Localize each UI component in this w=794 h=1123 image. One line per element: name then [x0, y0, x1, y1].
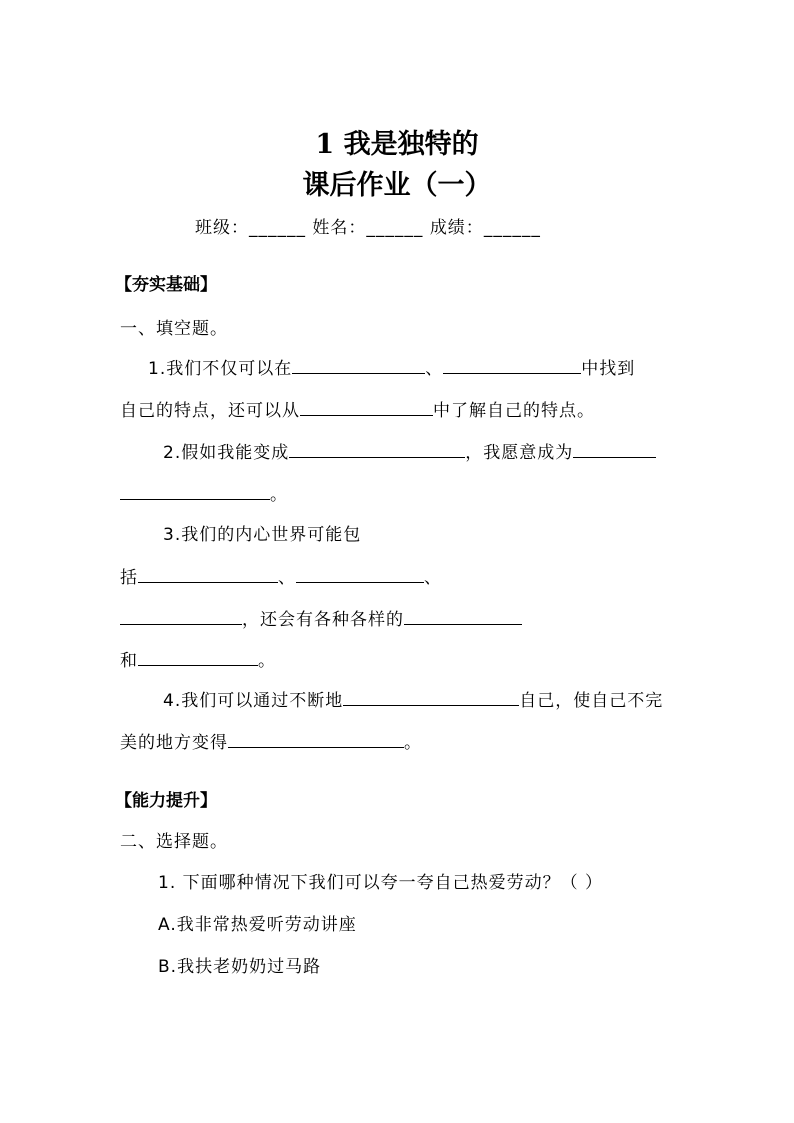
- class-label: 班级：: [195, 218, 249, 238]
- part-multiple-choice: 二、选择题。: [120, 832, 228, 852]
- name-label: 姓名：: [312, 218, 367, 238]
- page-title: 1 我是独特的: [315, 129, 479, 160]
- answer-blank[interactable]: [138, 648, 258, 666]
- page-subtitle: 课后作业（一）: [302, 170, 492, 201]
- score-label: 成绩：: [429, 218, 484, 238]
- choice-option-b[interactable]: B.我扶老奶奶过马路: [158, 957, 322, 977]
- question-2-line-1: 2.假如我能变成 ，我愿意成为: [163, 438, 656, 463]
- score-blank[interactable]: ______: [483, 218, 541, 238]
- answer-blank[interactable]: [120, 607, 242, 625]
- question-3-line-3: ，还会有各种各样的: [120, 605, 522, 630]
- class-blank[interactable]: ______: [249, 218, 306, 238]
- part-fill-in-blank: 一、填空题。: [120, 319, 228, 339]
- answer-blank[interactable]: [120, 482, 270, 500]
- question-4-line-2: 美的地方变得 。: [120, 728, 422, 753]
- section-heading-improvement: 【能力提升】: [115, 791, 217, 811]
- answer-blank[interactable]: [300, 398, 433, 416]
- question-4-line-1: 4.我们可以通过不断地 自己，使自己不完: [163, 686, 663, 711]
- question-3-line-2: 括 、 、: [120, 563, 442, 588]
- question-1-line-1: 1.我们不仅可以在 、 中找到: [148, 354, 635, 379]
- answer-blank[interactable]: [292, 356, 425, 374]
- choice-option-a[interactable]: A.我非常热爱听劳动讲座: [158, 915, 357, 935]
- answer-blank[interactable]: [296, 565, 424, 583]
- answer-blank[interactable]: [228, 730, 404, 748]
- student-info-line: [195, 213, 541, 238]
- answer-blank[interactable]: [404, 607, 522, 625]
- name-blank[interactable]: ______: [366, 218, 424, 238]
- section-heading-basics: 【夯实基础】: [115, 275, 217, 295]
- answer-blank[interactable]: [443, 356, 581, 374]
- question-3-line-1: 3.我们的内心世界可能包: [163, 525, 362, 545]
- answer-blank[interactable]: [573, 440, 656, 458]
- choice-question-1: 1. 下面哪种情况下我们可以夸一夸自己热爱劳动？（ ）: [158, 873, 604, 893]
- question-1-line-2: 自己的特点，还可以从 中了解自己的特点。: [120, 396, 595, 421]
- question-3-line-4: 和 。: [120, 646, 276, 671]
- answer-blank[interactable]: [138, 565, 278, 583]
- question-2-line-2: 。: [120, 480, 288, 505]
- answer-blank[interactable]: [289, 440, 465, 458]
- answer-blank[interactable]: [343, 688, 519, 706]
